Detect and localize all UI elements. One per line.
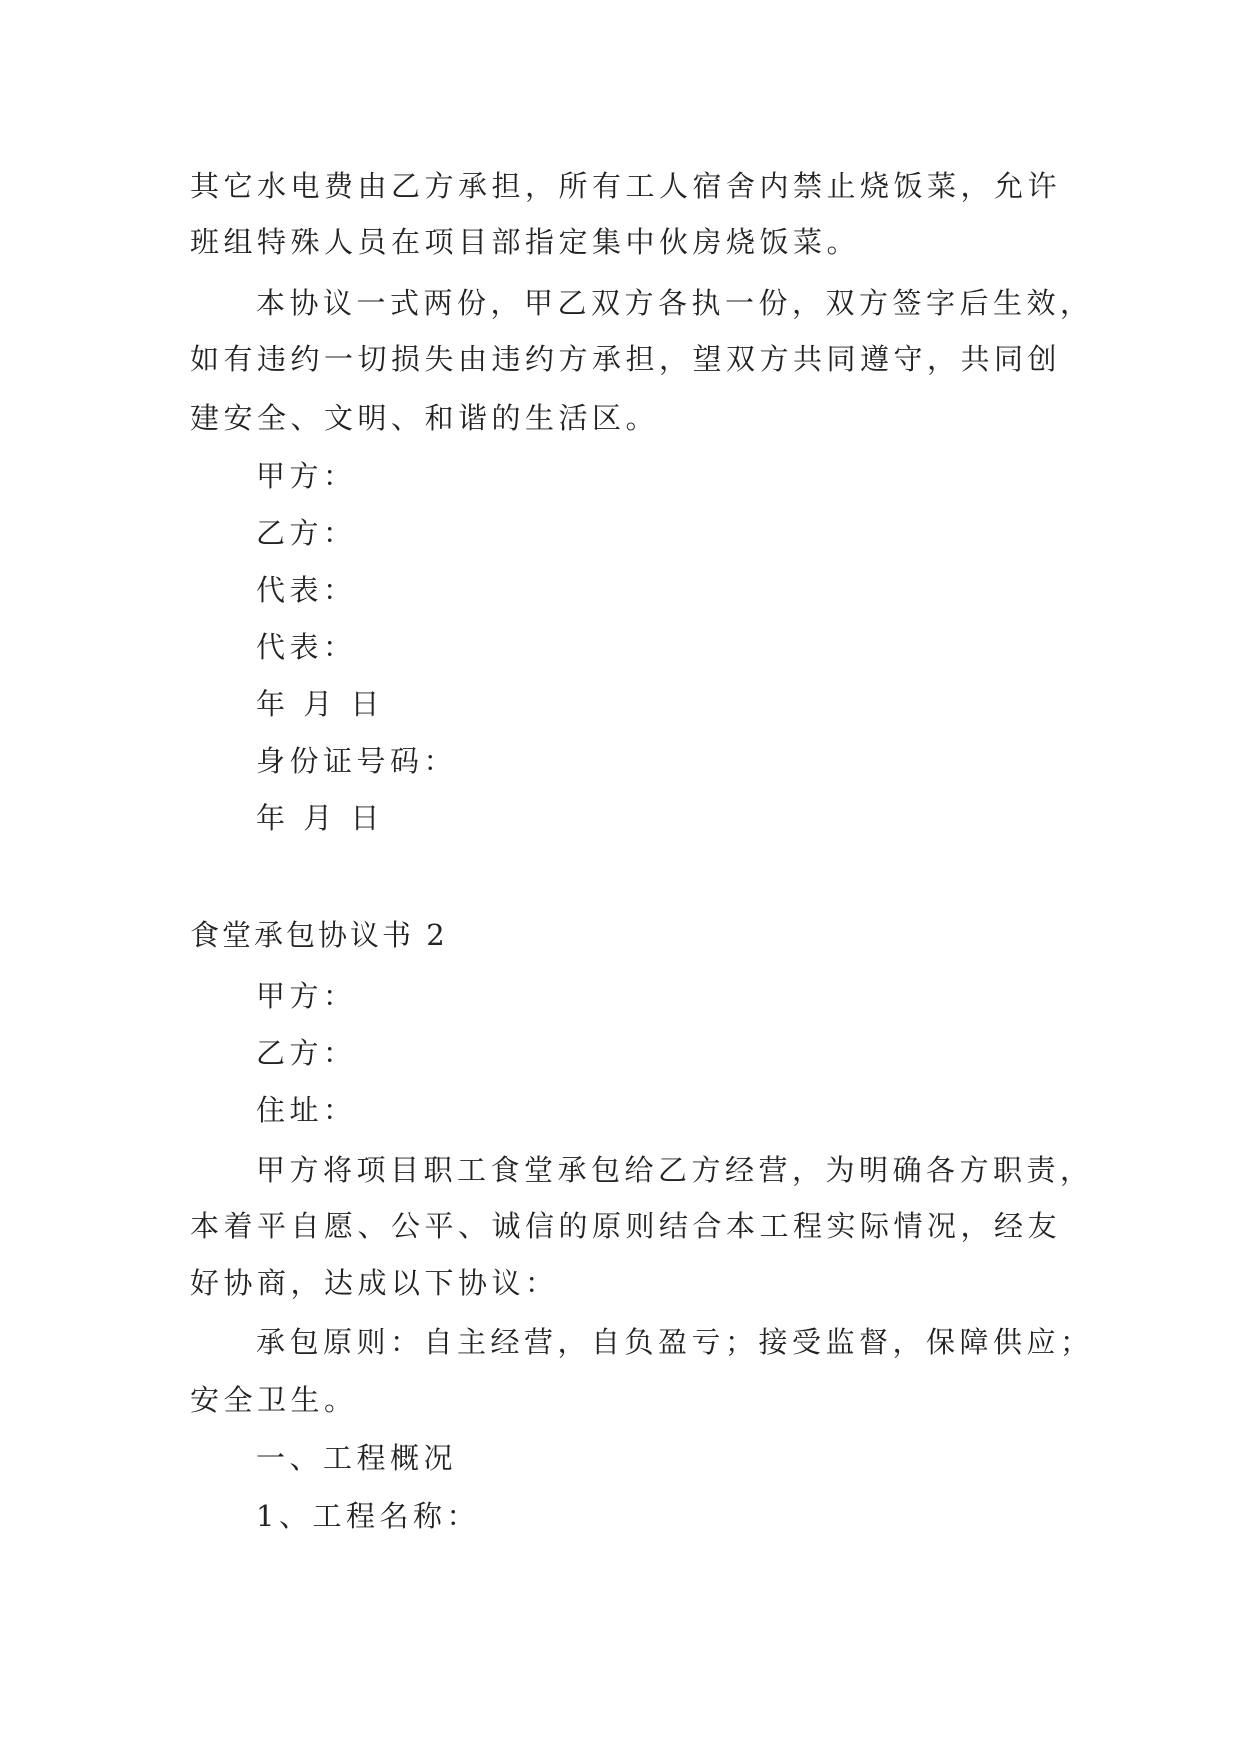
signature-line-representative: 代表： <box>256 630 357 664</box>
paragraph-line: 本着平自愿、公平、诚信的原则结合本工程实际情况，经友 <box>190 1209 1062 1243</box>
paragraph-line: 承包原则：自主经营，自负盈亏；接受监督，保障供应； <box>256 1325 1094 1359</box>
signature-line-party-a: 甲方： <box>256 459 357 493</box>
section-heading: 一、工程概况 <box>256 1441 458 1475</box>
id-number-line: 身份证号码： <box>256 744 458 778</box>
date-line: 年 月 日 <box>256 687 384 721</box>
signature-line-representative: 代表： <box>256 573 357 607</box>
paragraph-line: 如有违约一切损失由违约方承担，望双方共同遵守，共同创 <box>190 342 1062 376</box>
paragraph-line: 建安全、文明、和谐的生活区。 <box>190 401 660 435</box>
signature-line-party-b: 乙方： <box>256 516 357 550</box>
section-title: 食堂承包协议书 2 <box>190 918 448 952</box>
item-heading: 1、工程名称： <box>256 1499 480 1533</box>
paragraph-line: 本协议一式两份，甲乙双方各执一份，双方签字后生效， <box>256 286 1094 320</box>
paragraph-line: 甲方将项目职工食堂承包给乙方经营，为明确各方职责， <box>256 1153 1094 1187</box>
paragraph-line: 班组特殊人员在项目部指定集中伙房烧饭菜。 <box>190 225 861 259</box>
address-line: 住址： <box>256 1093 357 1127</box>
paragraph-line: 好协商，达成以下协议： <box>190 1266 559 1300</box>
paragraph-line: 安全卫生。 <box>190 1383 358 1417</box>
party-b-line: 乙方： <box>256 1036 357 1070</box>
paragraph-line: 其它水电费由乙方承担，所有工人宿舍内禁止烧饭菜，允许 <box>190 169 1062 203</box>
date-line: 年 月 日 <box>256 801 384 835</box>
party-a-line: 甲方： <box>256 979 357 1013</box>
